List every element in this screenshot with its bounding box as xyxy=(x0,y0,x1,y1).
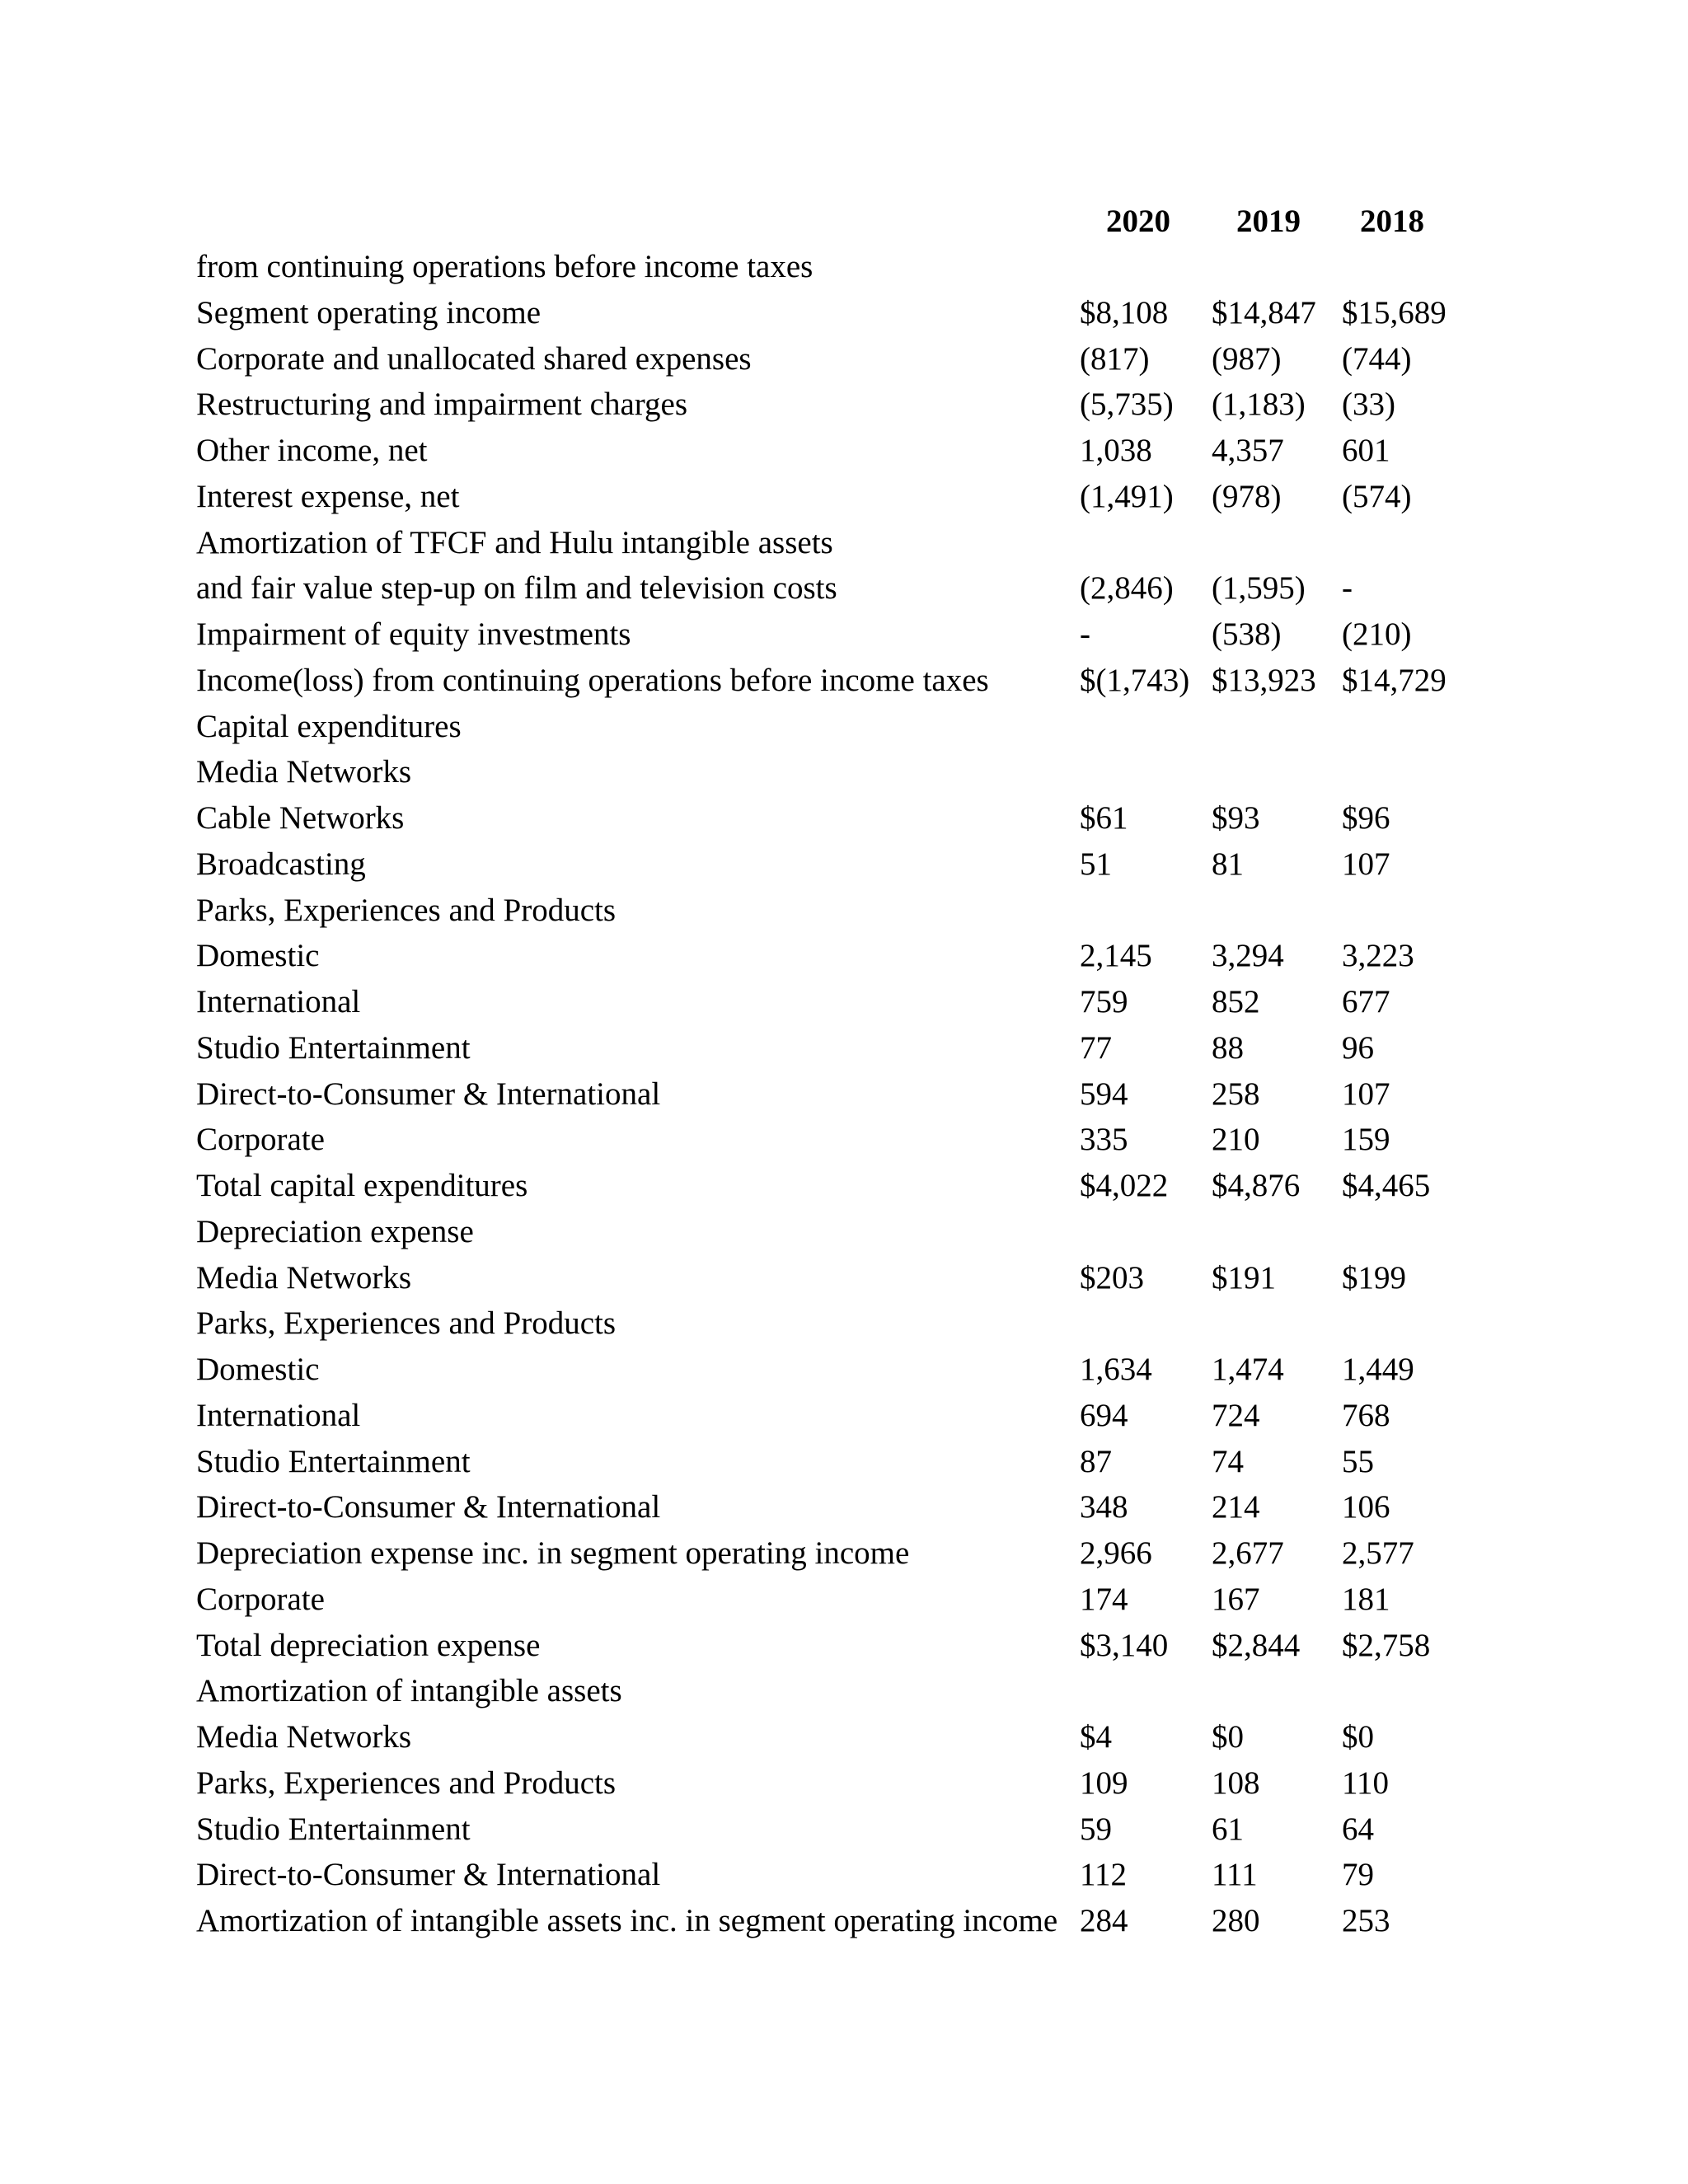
value-2020: 87 xyxy=(1080,1443,1112,1479)
table-row xyxy=(0,1393,1688,1439)
table-row xyxy=(0,933,1688,979)
table-row xyxy=(0,1117,1688,1163)
table-row xyxy=(0,1439,1688,1485)
value-2019: 74 xyxy=(1212,1443,1244,1479)
row-label: Studio Entertainment xyxy=(196,1443,471,1479)
value-2020: $4 xyxy=(1080,1719,1112,1755)
value-2019: 1,474 xyxy=(1212,1352,1284,1387)
row-label: Depreciation expense inc. in segment operating income xyxy=(196,1535,910,1571)
value-2019: $4,876 xyxy=(1212,1168,1301,1203)
value-2020: 348 xyxy=(1080,1489,1128,1526)
value-2018: (574) xyxy=(1342,478,1412,514)
table-row xyxy=(0,1577,1688,1623)
value-2019: 210 xyxy=(1212,1122,1260,1158)
value-2019: (978) xyxy=(1212,478,1282,514)
table-row xyxy=(0,1209,1688,1255)
table-row xyxy=(0,841,1688,888)
row-label: and fair value step-up on film and television costs xyxy=(196,570,837,607)
row-label: Broadcasting xyxy=(196,846,366,882)
value-2018: 110 xyxy=(1342,1765,1390,1801)
table-row xyxy=(0,382,1688,428)
value-2018: - xyxy=(1342,570,1353,607)
value-2018: (744) xyxy=(1342,340,1412,377)
value-2018: $199 xyxy=(1342,1259,1406,1296)
value-2019: 81 xyxy=(1212,846,1244,882)
value-2020: 284 xyxy=(1080,1903,1128,1938)
value-2020: $3,140 xyxy=(1080,1627,1169,1663)
value-2019: $93 xyxy=(1212,800,1260,836)
value-2020: 112 xyxy=(1080,1857,1128,1893)
table-row xyxy=(0,658,1688,704)
value-2020: 759 xyxy=(1080,984,1128,1019)
table-row xyxy=(0,1807,1688,1853)
table-row xyxy=(0,290,1688,336)
row-label: Capital expenditures xyxy=(196,708,462,744)
value-2020: - xyxy=(1080,616,1090,652)
row-label: Direct-to-Consumer & International xyxy=(196,1076,661,1112)
value-2020: 109 xyxy=(1080,1765,1128,1801)
value-2018: 107 xyxy=(1342,846,1390,882)
table-row xyxy=(0,336,1688,382)
table-row xyxy=(0,1255,1688,1301)
value-2019: 88 xyxy=(1212,1029,1244,1066)
table-row xyxy=(0,612,1688,658)
row-label: Total capital expenditures xyxy=(196,1168,528,1203)
value-2019: $2,844 xyxy=(1212,1627,1301,1663)
value-2020: $(1,743) xyxy=(1080,662,1190,698)
table-row xyxy=(0,1760,1688,1807)
value-2020: (817) xyxy=(1080,340,1150,377)
value-2019: $0 xyxy=(1212,1719,1244,1755)
table-row xyxy=(0,1301,1688,1347)
value-2018: $96 xyxy=(1342,800,1390,836)
value-2020: 594 xyxy=(1080,1076,1128,1112)
table-row xyxy=(0,1714,1688,1760)
value-2019: 167 xyxy=(1212,1581,1260,1617)
value-2020: (1,491) xyxy=(1080,478,1174,514)
value-2018: $0 xyxy=(1342,1719,1374,1755)
table-row xyxy=(0,1530,1688,1577)
value-2019: (987) xyxy=(1212,340,1282,377)
row-label: Parks, Experiences and Products xyxy=(196,892,617,928)
row-label: Cable Networks xyxy=(196,800,405,836)
table-row xyxy=(0,565,1688,612)
row-label: Studio Entertainment xyxy=(196,1811,471,1847)
row-label: Amortization of intangible assets inc. in segment operating income xyxy=(196,1903,1058,1938)
table-row xyxy=(0,1623,1688,1669)
value-2020: 59 xyxy=(1080,1811,1112,1847)
row-label: Amortization of intangible assets xyxy=(196,1673,622,1709)
row-label: Other income, net xyxy=(196,433,428,468)
row-label: Domestic xyxy=(196,938,320,974)
value-2020: 2,966 xyxy=(1080,1535,1152,1571)
value-2018: 159 xyxy=(1342,1122,1390,1158)
value-2019: $14,847 xyxy=(1212,294,1316,330)
row-label: Parks, Experiences and Products xyxy=(196,1305,617,1342)
table-row xyxy=(0,428,1688,474)
value-2018: $15,689 xyxy=(1342,294,1447,330)
value-2018: $4,465 xyxy=(1342,1168,1431,1203)
value-2019: 724 xyxy=(1212,1397,1260,1433)
value-2020: 2,145 xyxy=(1080,938,1152,974)
row-label: Segment operating income xyxy=(196,294,542,330)
value-2019: 2,677 xyxy=(1212,1535,1284,1571)
value-2018: 768 xyxy=(1342,1397,1390,1433)
column-header-2019: 2019 xyxy=(1236,204,1301,239)
table-row xyxy=(0,704,1688,750)
table-row xyxy=(0,1071,1688,1118)
value-2019: 852 xyxy=(1212,984,1260,1019)
row-label: Restructuring and impairment charges xyxy=(196,387,688,423)
value-2020: 694 xyxy=(1080,1397,1128,1433)
value-2019: 108 xyxy=(1212,1765,1260,1801)
value-2020: 51 xyxy=(1080,846,1112,882)
table-row xyxy=(0,1898,1688,1944)
row-label: Amortization of TFCF and Hulu intangible assets xyxy=(196,524,833,560)
table-row xyxy=(0,1852,1688,1898)
value-2018: 601 xyxy=(1342,433,1390,468)
value-2019: (538) xyxy=(1212,616,1282,652)
value-2018: 106 xyxy=(1342,1489,1390,1526)
value-2019: 111 xyxy=(1212,1857,1258,1893)
value-2018: 253 xyxy=(1342,1903,1390,1938)
row-label: Total depreciation expense xyxy=(196,1627,541,1663)
table-row xyxy=(0,1668,1688,1714)
row-label: Corporate and unallocated shared expenses xyxy=(196,340,752,377)
value-2020: (5,735) xyxy=(1080,387,1174,423)
value-2018: $14,729 xyxy=(1342,662,1447,698)
value-2020: $4,022 xyxy=(1080,1168,1169,1203)
value-2020: 1,634 xyxy=(1080,1352,1152,1387)
value-2018: 181 xyxy=(1342,1581,1390,1617)
value-2020: 335 xyxy=(1080,1122,1128,1158)
row-label: Media Networks xyxy=(196,754,412,790)
row-label: International xyxy=(196,984,361,1019)
row-label: from continuing operations before income taxes xyxy=(196,249,814,284)
row-label: Parks, Experiences and Products xyxy=(196,1765,617,1801)
row-label: Depreciation expense xyxy=(196,1213,474,1249)
value-2020: $8,108 xyxy=(1080,294,1169,330)
table-row xyxy=(0,520,1688,566)
row-label: Domestic xyxy=(196,1352,320,1387)
row-label: Media Networks xyxy=(196,1259,412,1296)
value-2019: (1,595) xyxy=(1212,570,1306,607)
value-2018: 3,223 xyxy=(1342,938,1414,974)
row-label: Income(loss) from continuing operations before income taxes xyxy=(196,662,989,698)
value-2018: $2,758 xyxy=(1342,1627,1431,1663)
value-2019: $13,923 xyxy=(1212,662,1316,698)
value-2018: 79 xyxy=(1342,1857,1374,1893)
value-2018: (210) xyxy=(1342,616,1412,652)
financial-table-body xyxy=(0,244,1688,1944)
row-label: Studio Entertainment xyxy=(196,1029,471,1066)
row-label: Corporate xyxy=(196,1581,325,1617)
column-header-row xyxy=(0,198,1688,244)
column-header-2018: 2018 xyxy=(1360,204,1424,239)
value-2018: 677 xyxy=(1342,984,1390,1019)
row-label: Direct-to-Consumer & International xyxy=(196,1489,661,1526)
value-2020: 1,038 xyxy=(1080,433,1152,468)
row-label: Corporate xyxy=(196,1122,325,1158)
table-row xyxy=(0,888,1688,934)
value-2018: 107 xyxy=(1342,1076,1390,1112)
table-row xyxy=(0,1163,1688,1209)
row-label: International xyxy=(196,1397,361,1433)
value-2019: 61 xyxy=(1212,1811,1244,1847)
value-2020: (2,846) xyxy=(1080,570,1174,607)
value-2020: $203 xyxy=(1080,1259,1144,1296)
value-2018: (33) xyxy=(1342,387,1395,423)
value-2019: 4,357 xyxy=(1212,433,1284,468)
value-2018: 96 xyxy=(1342,1029,1374,1066)
row-label: Media Networks xyxy=(196,1719,412,1755)
table-row xyxy=(0,1025,1688,1071)
row-label: Direct-to-Consumer & International xyxy=(196,1857,661,1893)
table-row xyxy=(0,244,1688,290)
value-2018: 1,449 xyxy=(1342,1352,1414,1387)
value-2019: (1,183) xyxy=(1212,387,1306,423)
value-2019: $191 xyxy=(1212,1259,1276,1296)
column-header-2020: 2020 xyxy=(1106,204,1170,239)
row-label: Interest expense, net xyxy=(196,478,460,514)
row-label: Impairment of equity investments xyxy=(196,616,631,652)
table-row xyxy=(0,795,1688,841)
value-2019: 258 xyxy=(1212,1076,1260,1112)
table-row xyxy=(0,1347,1688,1393)
value-2018: 2,577 xyxy=(1342,1535,1414,1571)
value-2019: 280 xyxy=(1212,1903,1260,1938)
table-row xyxy=(0,749,1688,795)
value-2019: 214 xyxy=(1212,1489,1260,1526)
value-2019: 3,294 xyxy=(1212,938,1284,974)
table-row xyxy=(0,474,1688,520)
value-2020: $61 xyxy=(1080,800,1128,836)
table-row xyxy=(0,979,1688,1025)
value-2020: 174 xyxy=(1080,1581,1128,1617)
value-2020: 77 xyxy=(1080,1029,1112,1066)
value-2018: 55 xyxy=(1342,1443,1374,1479)
table-row xyxy=(0,1484,1688,1530)
value-2018: 64 xyxy=(1342,1811,1374,1847)
